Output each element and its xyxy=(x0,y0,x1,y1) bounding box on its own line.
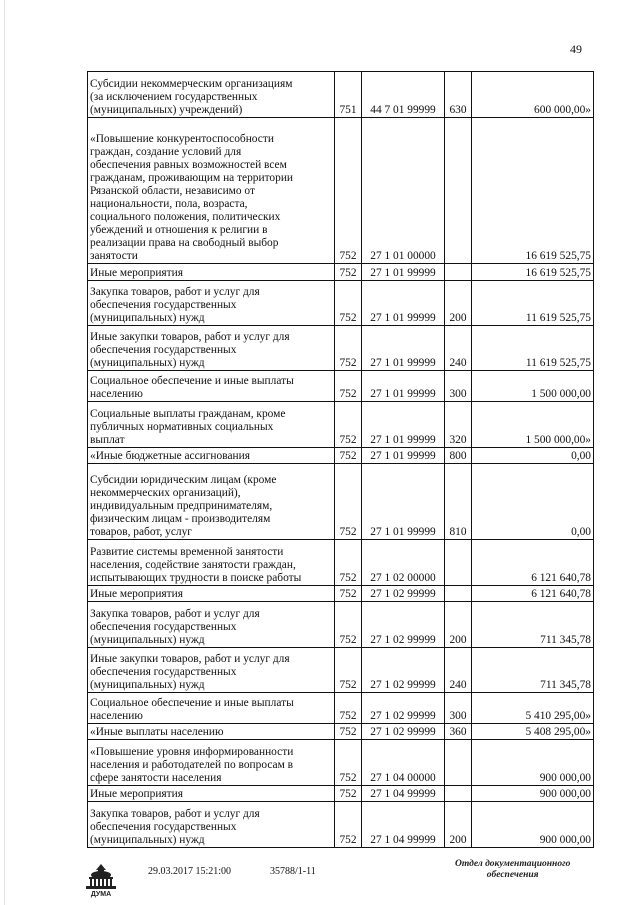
table-row xyxy=(88,402,594,448)
table-row xyxy=(88,602,594,648)
row-amount: 5 408 295,00» xyxy=(472,724,594,740)
row-amount: 0,00 xyxy=(472,464,594,540)
row-amount: 900 000,00 xyxy=(472,786,594,802)
row-grbs: 752 xyxy=(335,118,362,264)
row-name: «Иные выплаты населению xyxy=(88,724,335,740)
row-grbs: 752 xyxy=(335,648,362,693)
row-expense-type: 240 xyxy=(445,326,472,371)
row-amount: 900 000,00 xyxy=(472,740,594,786)
table-row xyxy=(88,648,594,693)
row-grbs: 752 xyxy=(335,586,362,602)
footer-datetime: 29.03.2017 15:21:00 xyxy=(148,866,232,877)
row-name: Закупка товаров, работ и услуг для обеспечения государственных (муниципальных) нужд xyxy=(88,281,335,326)
row-expense-type: 200 xyxy=(445,802,472,848)
row-amount: 11 619 525,75 xyxy=(472,281,594,326)
row-expense-type: 800 xyxy=(445,448,472,464)
table-row xyxy=(88,586,594,602)
row-name: «Повышение уровня информированности населения и работодателей по вопросам в сфере занятости населения xyxy=(88,740,335,786)
footer-doc-number: 35788/1-11 xyxy=(270,866,316,877)
row-name: Закупка товаров, работ и услуг для обеспечения государственных (муниципальных) нужд xyxy=(88,602,335,648)
row-name: Субсидии юридическим лицам (кроме некоммерческих организаций), индивидуальным предпринимателям, физическим лицам - производителям товаров, работ, услуг xyxy=(88,464,335,540)
row-expense-type: 360 xyxy=(445,724,472,740)
row-expense-type: 300 xyxy=(445,371,472,402)
row-grbs: 751 xyxy=(335,72,362,118)
row-name: Иные закупки товаров, работ и услуг для обеспечения государственных (муниципальных) нужд xyxy=(88,326,335,371)
row-target-code: 27 1 01 00000 xyxy=(362,118,445,264)
row-target-code: 27 1 04 99999 xyxy=(362,802,445,848)
row-grbs: 752 xyxy=(335,464,362,540)
row-expense-type xyxy=(445,786,472,802)
row-name: Иные мероприятия xyxy=(88,786,335,802)
row-amount: 16 619 525,75 xyxy=(472,118,594,264)
row-target-code: 27 1 01 99999 xyxy=(362,448,445,464)
row-grbs: 752 xyxy=(335,402,362,448)
row-expense-type xyxy=(445,586,472,602)
row-grbs: 752 xyxy=(335,740,362,786)
row-target-code: 27 1 02 99999 xyxy=(362,586,445,602)
row-grbs: 752 xyxy=(335,371,362,402)
row-name: Социальное обеспечение и иные выплаты населению xyxy=(88,693,335,724)
row-amount: 0,00 xyxy=(472,448,594,464)
row-expense-type: 630 xyxy=(445,72,472,118)
table-row xyxy=(88,693,594,724)
row-target-code: 27 1 01 99999 xyxy=(362,464,445,540)
row-name: Социальное обеспечение и иные выплаты населению xyxy=(88,371,335,402)
row-amount: 6 121 640,78 xyxy=(472,540,594,586)
row-target-code: 27 1 01 99999 xyxy=(362,264,445,281)
row-amount: 1 500 000,00 xyxy=(472,371,594,402)
row-grbs: 752 xyxy=(335,786,362,802)
table-row xyxy=(88,371,594,402)
row-expense-type: 200 xyxy=(445,281,472,326)
row-grbs: 752 xyxy=(335,448,362,464)
row-target-code: 27 1 01 99999 xyxy=(362,371,445,402)
row-grbs: 752 xyxy=(335,693,362,724)
row-amount: 6 121 640,78 xyxy=(472,586,594,602)
row-name: «Повышение конкурентоспособности граждан, создание условий для обеспечения равных возможностей всем гражданам, проживающим на территории Рязанской области, независимо от национальности, пола, возраста, социального положения, политических убеждений и отношения к религии в реализации права на свободный выбор занятости xyxy=(88,118,335,264)
row-expense-type: 240 xyxy=(445,648,472,693)
table-row xyxy=(88,464,594,540)
row-name: Субсидии некоммерческим организациям (за исключением государственных (муниципальных) учреждений) xyxy=(88,72,335,118)
row-name: Закупка товаров, работ и услуг для обеспечения государственных (муниципальных) нужд xyxy=(88,802,335,848)
row-target-code: 27 1 02 99999 xyxy=(362,693,445,724)
logo-text: ДУМА xyxy=(90,891,112,898)
row-name: «Иные бюджетные ассигнования xyxy=(88,448,335,464)
table-row xyxy=(88,118,594,264)
table-row xyxy=(88,540,594,586)
row-amount: 900 000,00 xyxy=(472,802,594,848)
row-target-code: 27 1 02 99999 xyxy=(362,724,445,740)
row-name: Иные закупки товаров, работ и услуг для обеспечения государственных (муниципальных) нужд xyxy=(88,648,335,693)
row-expense-type: 200 xyxy=(445,602,472,648)
row-amount: 1 500 000,00» xyxy=(472,402,594,448)
row-grbs: 752 xyxy=(335,281,362,326)
table-row xyxy=(88,72,594,118)
table-row xyxy=(88,326,594,371)
row-grbs: 752 xyxy=(335,264,362,281)
table-row xyxy=(88,786,594,802)
footer-dept-line2: обеспечения xyxy=(486,870,539,880)
page-number: 49 xyxy=(570,42,582,56)
table-row xyxy=(88,448,594,464)
row-target-code: 27 1 01 99999 xyxy=(362,281,445,326)
row-grbs: 752 xyxy=(335,540,362,586)
row-target-code: 44 7 01 99999 xyxy=(362,72,445,118)
row-grbs: 752 xyxy=(335,802,362,848)
row-amount: 600 000,00» xyxy=(472,72,594,118)
row-expense-type: 300 xyxy=(445,693,472,724)
row-grbs: 752 xyxy=(335,602,362,648)
table-row xyxy=(88,724,594,740)
duma-building-icon xyxy=(82,862,120,898)
row-amount: 711 345,78 xyxy=(472,602,594,648)
row-amount: 711 345,78 xyxy=(472,648,594,693)
row-expense-type xyxy=(445,264,472,281)
table-row xyxy=(88,281,594,326)
footer-department-stamp xyxy=(455,859,570,881)
budget-table xyxy=(87,71,594,848)
row-amount: 16 619 525,75 xyxy=(472,264,594,281)
scan-edge-line xyxy=(4,0,5,905)
row-name: Иные мероприятия xyxy=(88,586,335,602)
table-row xyxy=(88,802,594,848)
row-expense-type: 320 xyxy=(445,402,472,448)
row-name: Социальные выплаты гражданам, кроме публичных нормативных социальных выплат xyxy=(88,402,335,448)
row-target-code: 27 1 04 99999 xyxy=(362,786,445,802)
row-target-code: 27 1 04 00000 xyxy=(362,740,445,786)
row-name: Развитие системы временной занятости населения, содействие занятости граждан, испытывающих трудности в поиске работы xyxy=(88,540,335,586)
row-grbs: 752 xyxy=(335,724,362,740)
row-expense-type xyxy=(445,740,472,786)
row-target-code: 27 1 01 99999 xyxy=(362,402,445,448)
footer-dept-line1: Отдел документационного xyxy=(455,859,571,869)
row-expense-type: 810 xyxy=(445,464,472,540)
table-row xyxy=(88,740,594,786)
row-amount: 11 619 525,75 xyxy=(472,326,594,371)
row-target-code: 27 1 02 99999 xyxy=(362,602,445,648)
row-expense-type xyxy=(445,118,472,264)
row-name: Иные мероприятия xyxy=(88,264,335,281)
row-target-code: 27 1 01 99999 xyxy=(362,326,445,371)
row-grbs: 752 xyxy=(335,326,362,371)
row-target-code: 27 1 02 00000 xyxy=(362,540,445,586)
row-target-code: 27 1 02 99999 xyxy=(362,648,445,693)
row-amount: 5 410 295,00» xyxy=(472,693,594,724)
table-row xyxy=(88,264,594,281)
row-expense-type xyxy=(445,540,472,586)
